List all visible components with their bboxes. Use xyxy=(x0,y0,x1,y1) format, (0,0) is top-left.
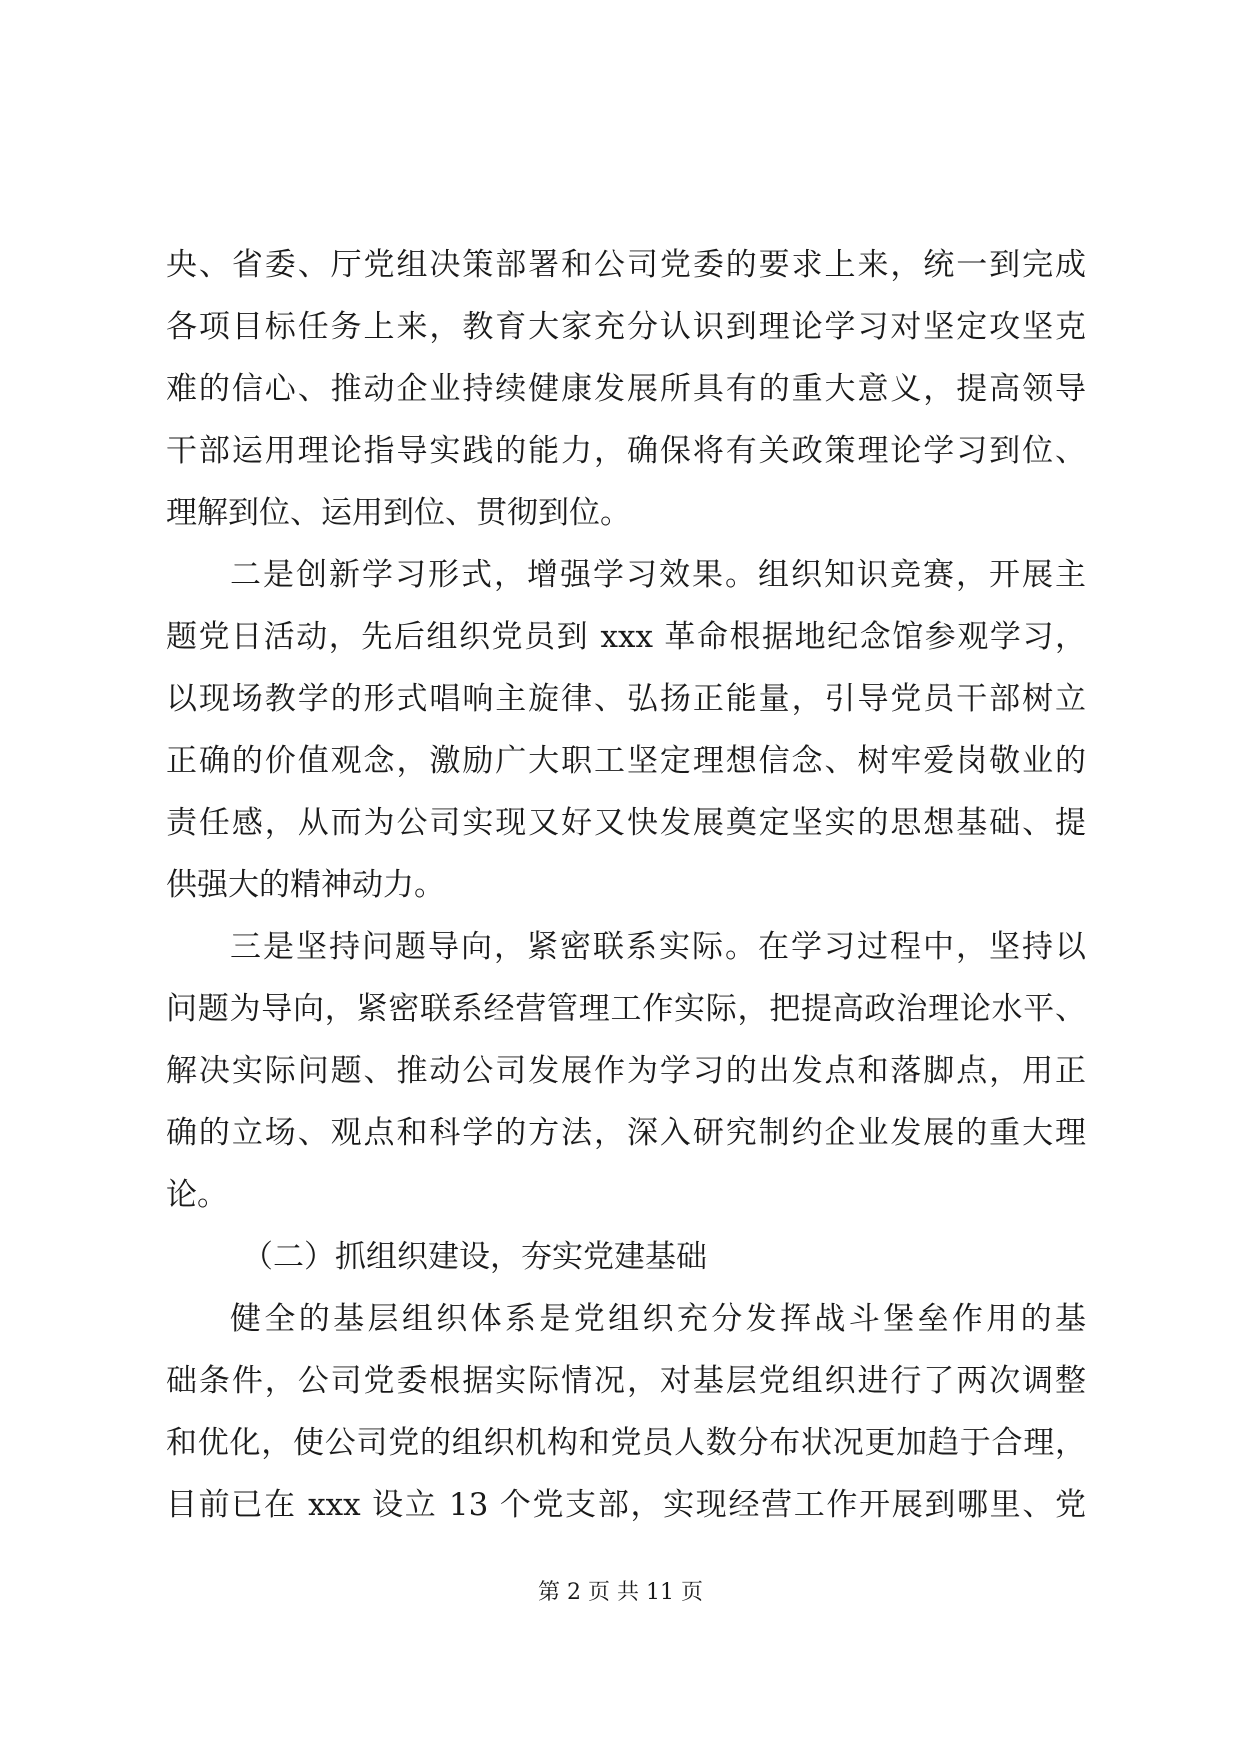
text-line: 责任感，从而为公司实现又好又快发展奠定坚实的思想基础、提 xyxy=(166,805,1086,841)
text-line: 确的立场、观点和科学的方法，深入研究制约企业发展的重大理 xyxy=(166,1115,1086,1151)
text-line: 理解到位、运用到位、贯彻到位。 xyxy=(166,495,631,531)
text-line: 正确的价值观念，激励广大职工坚定理想信念、树牢爱岗敬业的 xyxy=(166,743,1086,779)
text-line: 论。 xyxy=(166,1177,228,1213)
text-line: 和优化，使公司党的组织机构和党员人数分布状况更加趋于合理， xyxy=(166,1425,1086,1461)
text-line: 以现场教学的形式唱响主旋律、弘扬正能量，引导党员干部树立 xyxy=(166,681,1086,717)
paragraph-start-line: 二是创新学习形式，增强学习效果。组织知识竞赛，开展主 xyxy=(230,557,1086,593)
page-number-footer: 第 2 页 共 11 页 xyxy=(538,1580,703,1605)
text-line: 题党日活动，先后组织党员到 xxx 革命根据地纪念馆参观学习， xyxy=(166,619,1086,655)
text-line: 难的信心、推动企业持续健康发展所具有的重大意义，提高领导 xyxy=(166,371,1086,407)
section-heading: （二）抓组织建设，夯实党建基础 xyxy=(242,1239,707,1275)
paragraph-start-line: 健全的基层组织体系是党组织充分发挥战斗堡垒作用的基 xyxy=(230,1301,1086,1337)
text-line: 供强大的精神动力。 xyxy=(166,867,445,903)
document-body xyxy=(166,234,1086,1536)
text-line: 问题为导向，紧密联系经营管理工作实际，把提高政治理论水平、 xyxy=(166,991,1086,1027)
text-line: 解决实际问题、推动公司发展作为学习的出发点和落脚点，用正 xyxy=(166,1053,1086,1089)
text-line: 各项目标任务上来，教育大家充分认识到理论学习对坚定攻坚克 xyxy=(166,309,1086,345)
text-line: 干部运用理论指导实践的能力，确保将有关政策理论学习到位、 xyxy=(166,433,1086,469)
text-line: 础条件，公司党委根据实际情况，对基层党组织进行了两次调整 xyxy=(166,1363,1086,1399)
text-line: 央、省委、厅党组决策部署和公司党委的要求上来，统一到完成 xyxy=(166,247,1086,283)
paragraph-start-line: 三是坚持问题导向，紧密联系实际。在学习过程中，坚持以 xyxy=(230,929,1086,965)
text-line: 目前已在 xxx 设立 13 个党支部，实现经营工作开展到哪里、党 xyxy=(166,1487,1086,1523)
